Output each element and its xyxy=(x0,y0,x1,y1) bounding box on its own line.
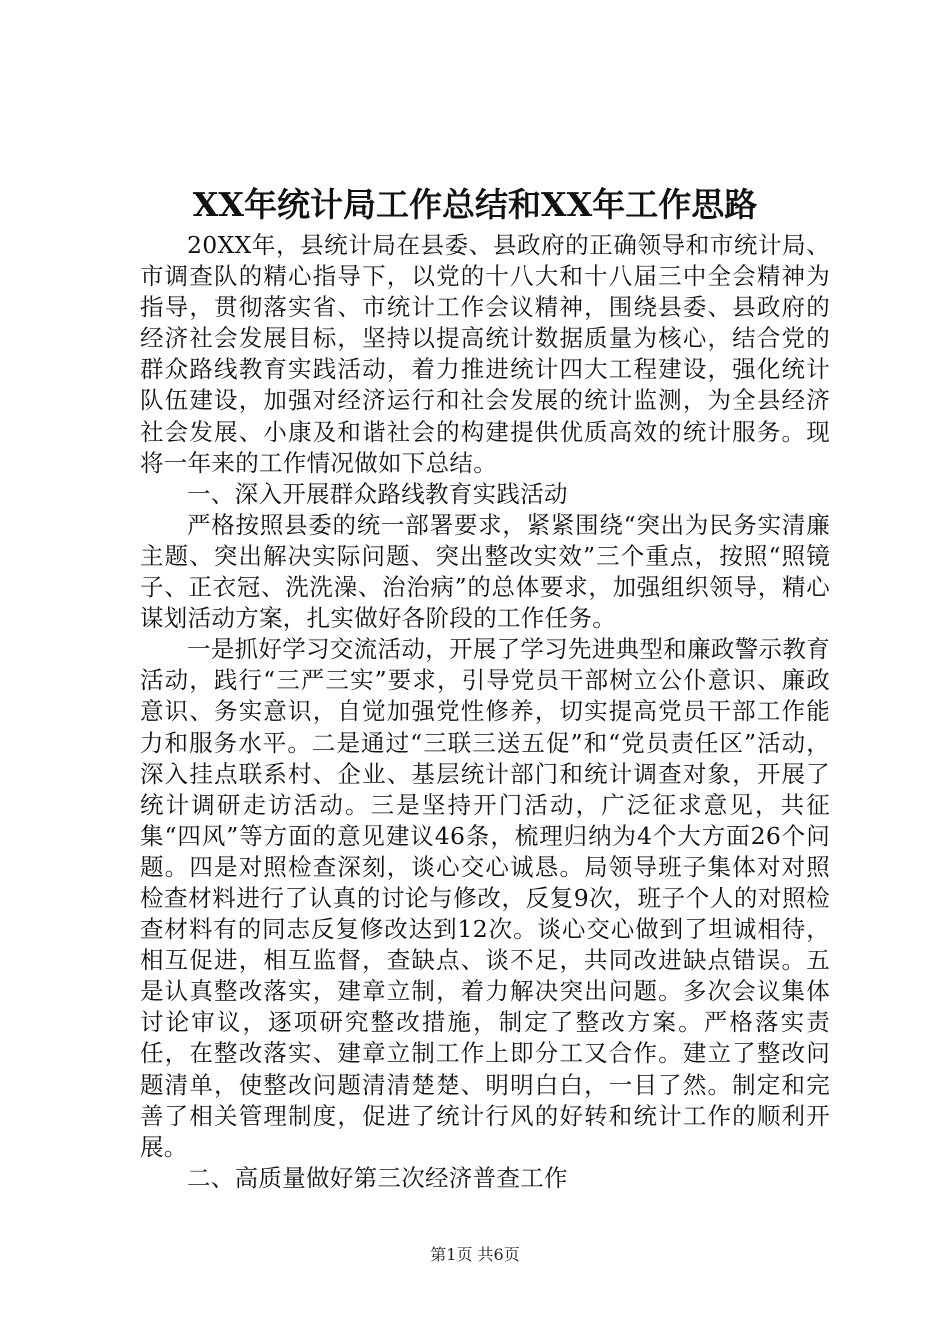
section-heading-2: 二、高质量做好第三次经济普查工作 xyxy=(187,1163,568,1192)
section-1-paragraph: 严格按照县委的统一部署要求，紧紧围绕“突出为民务实清廉主题、突出解决实际问题、突出整改实效”三个重点，按照“照镜子、正衣冠、洗洗澡、治治病”的总体要求，加强组织领导，精心谋划活动方案，扎实做好各阶段的工作任务。 xyxy=(140,510,830,633)
document-title: XX年统计局工作总结和XX年工作思路 xyxy=(192,185,758,224)
section-1-details-paragraph: 一是抓好学习交流活动，开展了学习先进典型和廉政警示教育活动，践行“三严三实”要求，引导党员干部树立公仆意识、廉政意识、务实意识，自觉加强党性修养，切实提高党员干部工作能力和服务水平。二是通过“三联三送五促”和“党员责任区”活动，深入挂点联系村、企业、基层统计部门和统计调查对象，开展了统计调研走访活动。三是坚持开门活动，广泛征求意见，共征集“四风”等方面的意见建议46条，梳理归纳为4个大方面26个问题。四是对照检查深刻，谈心交心诚恳。局领导班子集体对对照检查材料进行了认真的讨论与修改，反复9次，班子个人的对照检查材料有的同志反复修改达到12次。谈心交心做到了坦诚相待，相互促进，相互监督，查缺点、谈不足，共同改进缺点错误。五是认真整改落实，建章立制，着力解决突出问题。多次会议集体讨论审议，逐项研究整改措施，制定了整改方案。严格落实责任，在整改落实、建章立制工作上即分工又合作。建立了整改问题清单，使整改问题清清楚楚、明明白白，一目了然。制定和完善了相关管理制度，促进了统计行风的好转和统计工作的顺利开展。 xyxy=(140,635,830,1161)
section-heading-1: 一、深入开展群众路线教育实践活动 xyxy=(187,479,568,508)
intro-paragraph: 20XX年，县统计局在县委、县政府的正确领导和市统计局、市调查队的精心指导下，以党的十八大和十八届三中全会精神为指导，贯彻落实省、市统计工作会议精神，围绕县委、县政府的经济社会发展目标，坚持以提高统计数据质量为核心，结合党的群众路线教育实践活动，着力推进统计四大工程建设，强化统计队伍建设，加强对经济运行和社会发展的统计监测，为全县经济社会发展、小康及和谐社会的构建提供优质高效的统计服务。现将一年来的工作情况做如下总结。 xyxy=(140,231,830,477)
page-number-footer: 第1页 共6页 xyxy=(430,1245,520,1264)
document-body xyxy=(140,230,830,1194)
